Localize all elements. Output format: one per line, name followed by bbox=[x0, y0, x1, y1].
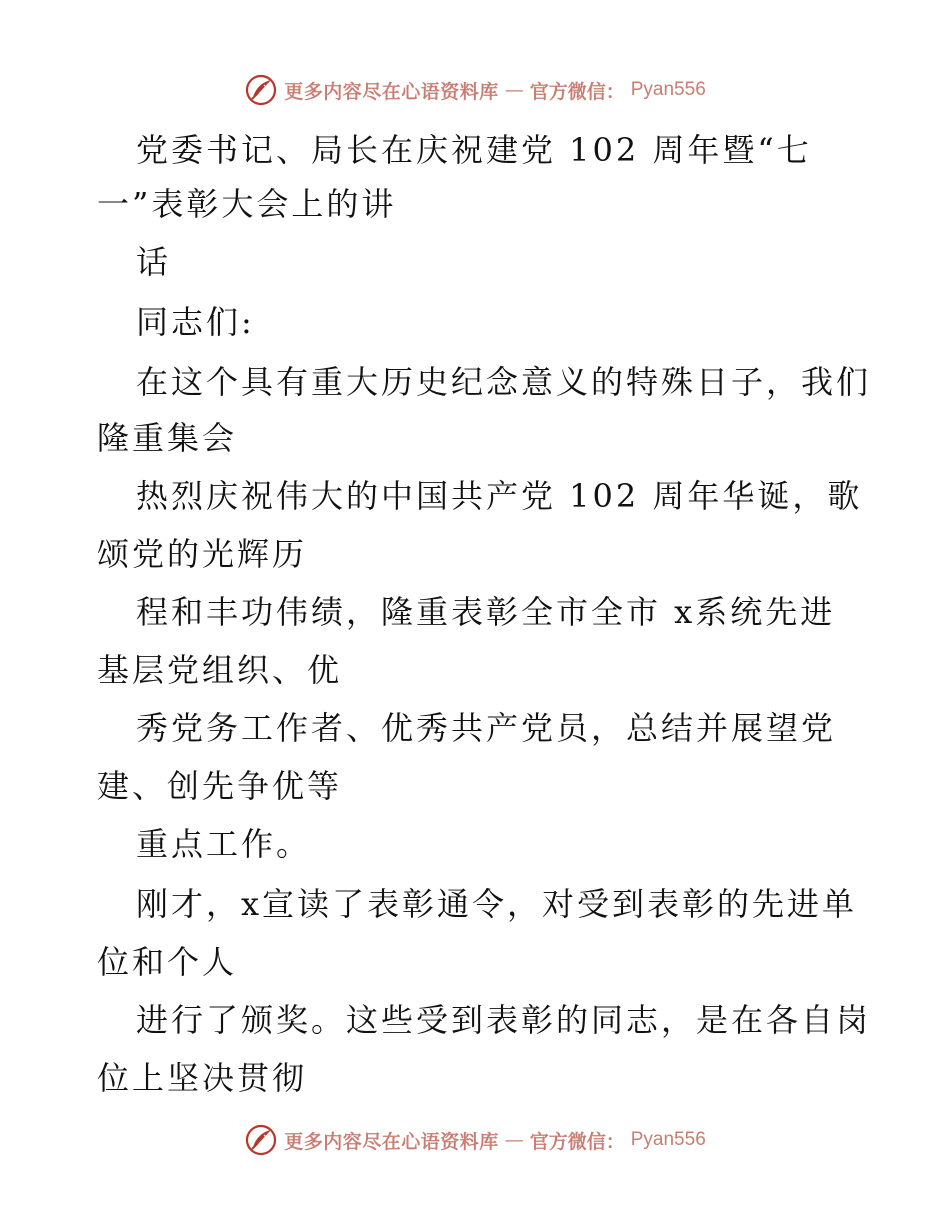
quill-logo-icon bbox=[244, 1123, 278, 1157]
paragraph-line: 热烈庆祝伟大的中国共产党 102 周年华诞，歌 bbox=[136, 477, 863, 515]
banner-slogan: 更多内容尽在心语资料库 bbox=[284, 80, 499, 103]
quill-logo-icon bbox=[244, 73, 278, 107]
title-line-1: 党委书记、局长在庆祝建党 102 周年暨“七 bbox=[136, 131, 812, 169]
paragraph-line: 刚才，x宣读了表彰通令，对受到表彰的先进单 bbox=[136, 885, 858, 923]
paragraph-line: 隆重集会 bbox=[97, 419, 238, 457]
paragraph-line: 位上坚决贯彻 bbox=[97, 1059, 308, 1097]
banner-wechat-label: 官方微信： bbox=[529, 80, 625, 103]
paragraph-line: 颂党的光辉历 bbox=[97, 535, 308, 573]
paragraph-line: 位和个人 bbox=[97, 943, 238, 981]
paragraph-line: 基层党组织、优 bbox=[97, 651, 343, 689]
banner-wechat-id: Pyan556 bbox=[630, 1129, 706, 1150]
paragraph-line: 秀党务工作者、优秀共产党员，总结并展望党 bbox=[136, 709, 837, 747]
footer-banner bbox=[0, 1120, 950, 1160]
banner-wechat-id: Pyan556 bbox=[630, 79, 706, 100]
title-line-3: 话 bbox=[136, 243, 172, 281]
banner-dash: — bbox=[504, 1129, 524, 1151]
paragraph-line: 进行了颁奖。这些受到表彰的同志，是在各自岗 bbox=[136, 1001, 872, 1039]
banner-slogan: 更多内容尽在心语资料库 bbox=[284, 1130, 499, 1153]
paragraph-line: 程和丰功伟绩，隆重表彰全市全市 x系统先进 bbox=[136, 593, 836, 631]
banner-dash: — bbox=[504, 79, 524, 101]
salutation: 同志们: bbox=[136, 303, 255, 341]
paragraph-line: 在这个具有重大历史纪念意义的特殊日子，我们 bbox=[136, 363, 872, 401]
paragraph-line: 建、创先争优等 bbox=[97, 767, 343, 805]
banner-wechat-label: 官方微信： bbox=[529, 1130, 625, 1153]
title-line-2: 一”表彰大会上的讲 bbox=[97, 185, 397, 223]
header-banner bbox=[0, 70, 950, 110]
paragraph-line: 重点工作。 bbox=[136, 825, 312, 863]
